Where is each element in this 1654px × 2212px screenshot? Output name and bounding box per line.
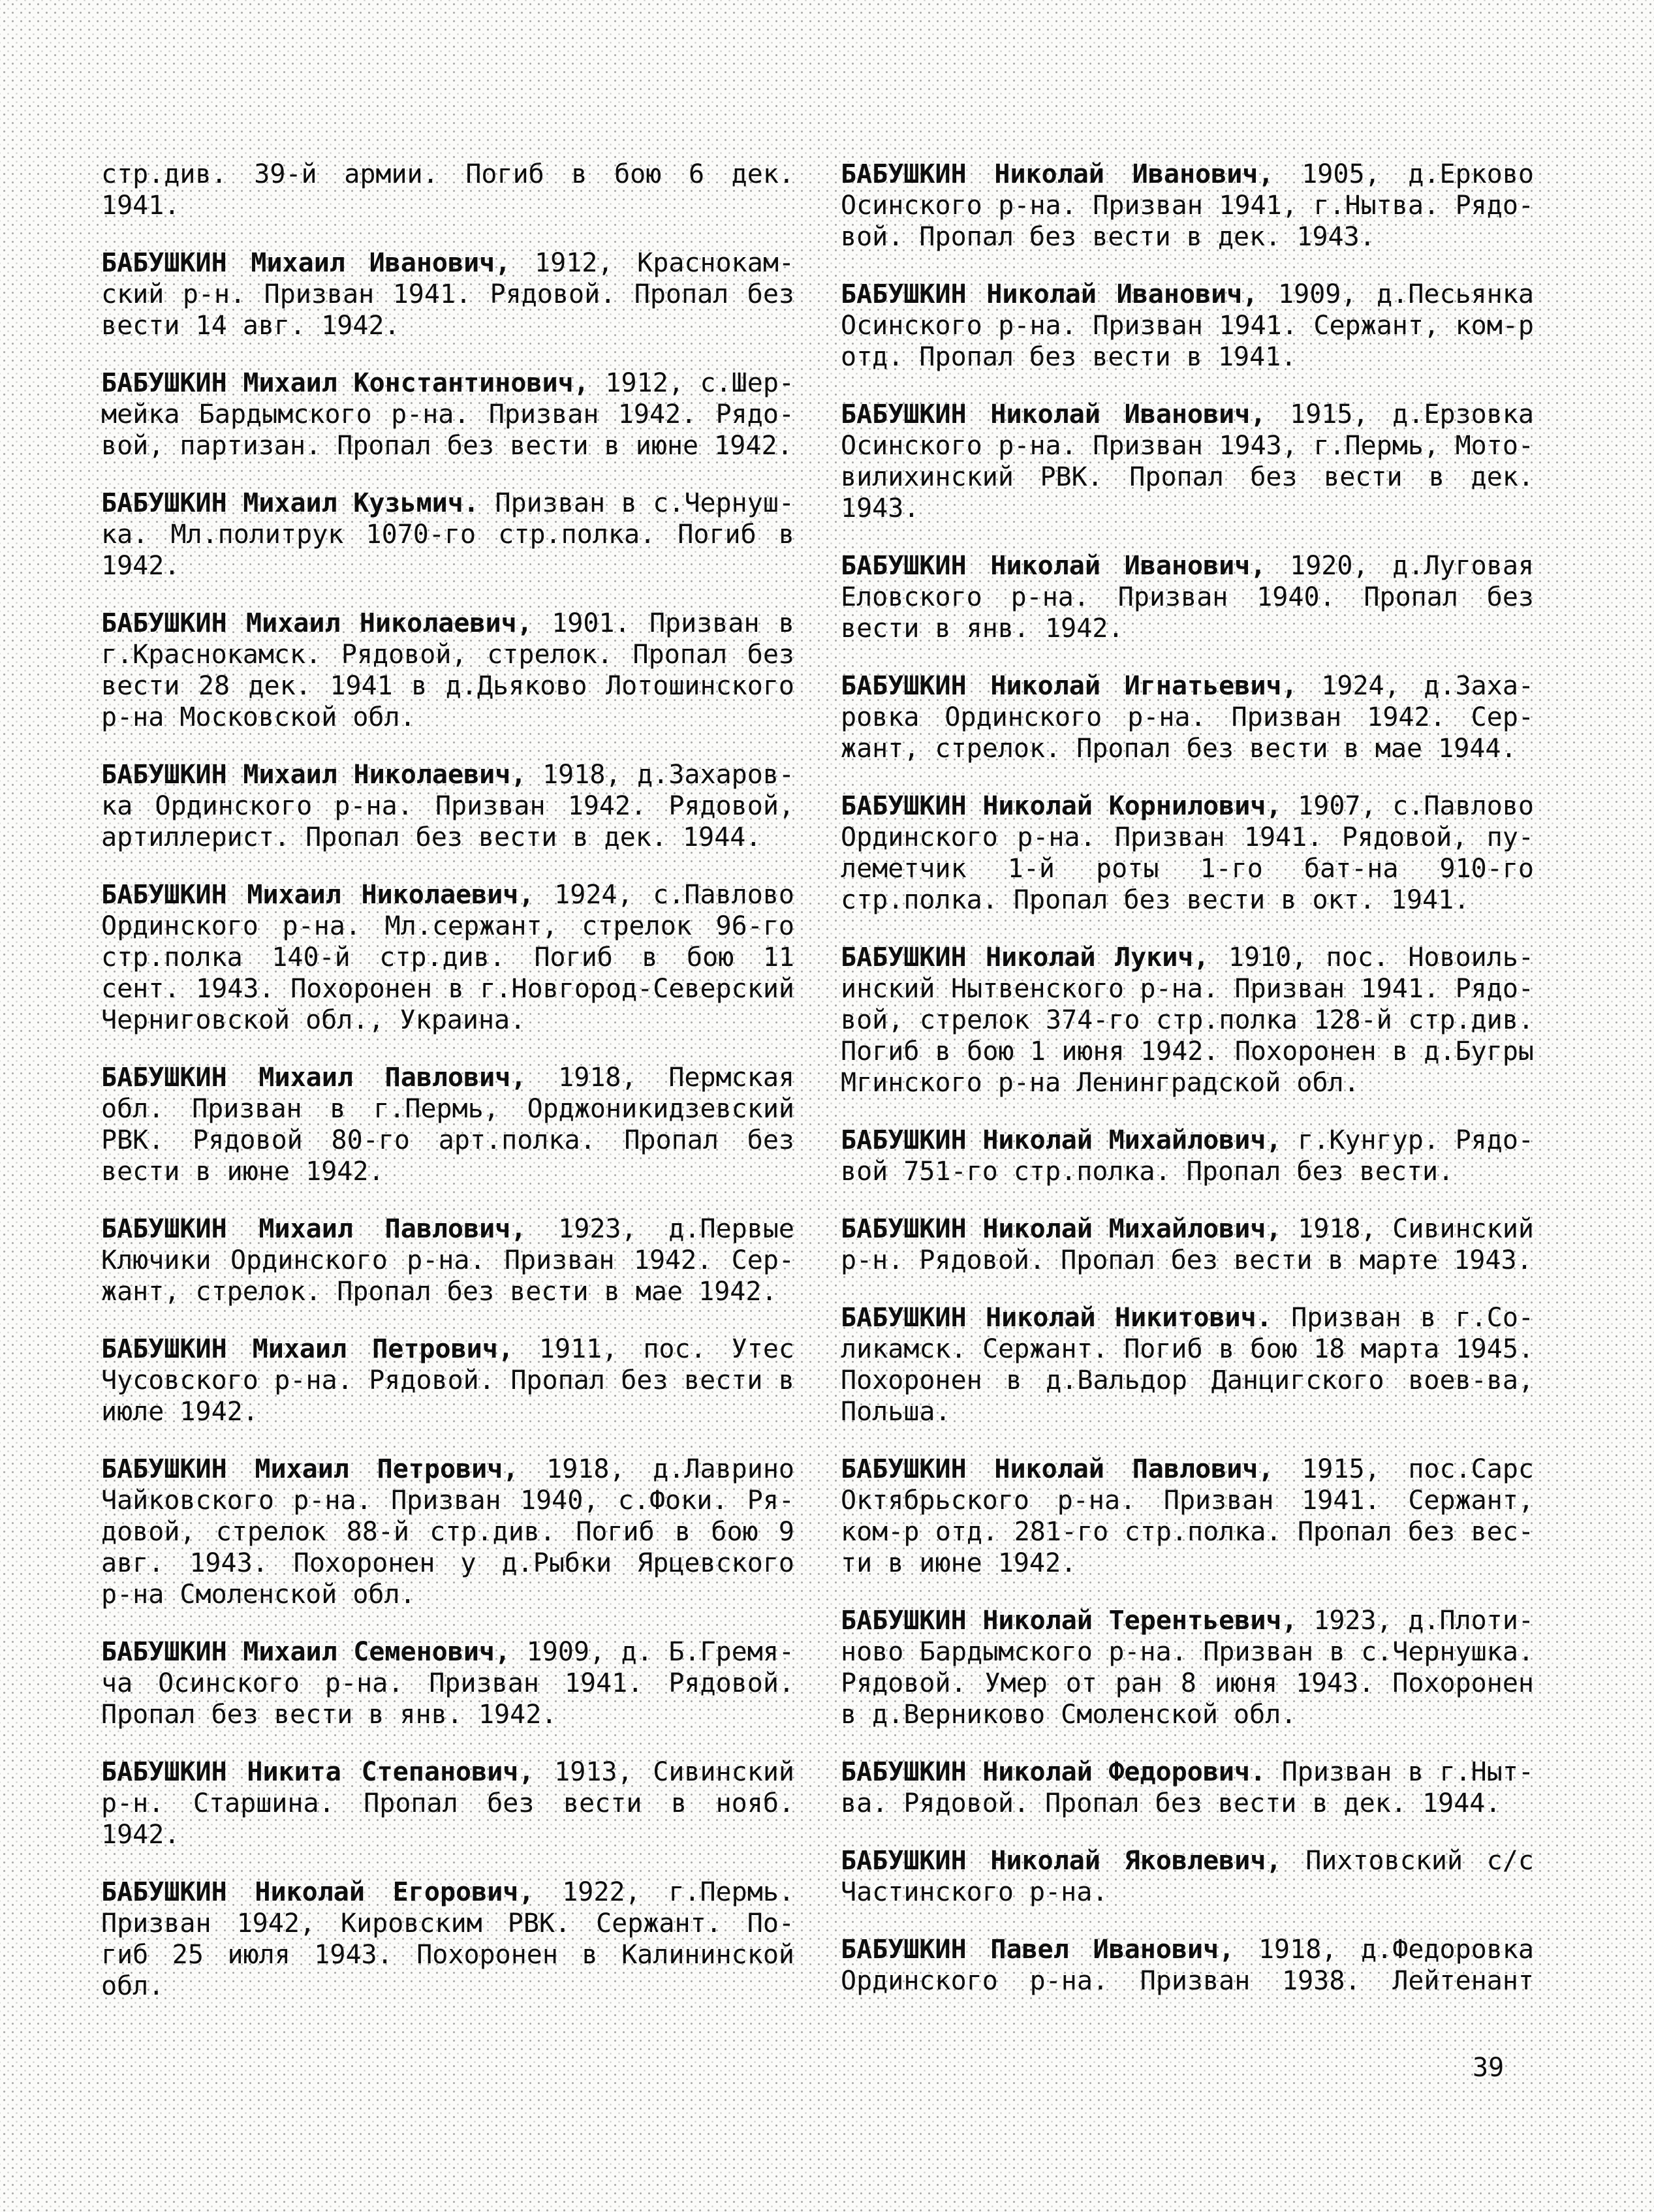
entry-line: Черниговской обл., Украина. (101, 1005, 526, 1035)
entry-line: жант, стрелок. Пропал без вести в мае 1944. (841, 734, 1517, 764)
entry-line: артиллерист. Пропал без вести в дек. 1944. (101, 822, 762, 852)
person-name: БАБУШКИН Николай Иванович, (841, 279, 1258, 309)
entry-line: Ординского р-на. Призван 1941. Рядовой, пу- (841, 822, 1534, 852)
person-name: БАБУШКИН Михаил Николаевич, (101, 760, 527, 790)
entry-line: БАБУШКИН Михаил Николаевич, 1918, д.Захаров- (101, 760, 794, 790)
memorial-entry (841, 1756, 1534, 1819)
entry-line: ком-р отд. 281-го стр.полка. Пропал без вес- (841, 1517, 1534, 1547)
entry-line: Осинского р-на. Призван 1943, г.Пермь, Мото- (841, 431, 1534, 461)
entry-line: обл. (101, 1971, 164, 2001)
entry-line: БАБУШКИН Николай Лукич, 1910, пос. Новоиль- (841, 942, 1535, 973)
person-name: БАБУШКИН Николай Никитович. (841, 1303, 1272, 1333)
entry-line: стр.полка 140-й стр.див. Погиб в бою 11 (101, 942, 794, 973)
memorial-entry (101, 159, 794, 221)
entry-line: Чусовского р-на. Рядовой. Пропал без вести в (101, 1365, 794, 1395)
entry-line: жант, стрелок. Пропал без вести в мае 1942. (101, 1277, 777, 1307)
entry-line: гиб 25 июля 1943. Похоронен в Калининской (101, 1940, 794, 1970)
entry-line: довой, стрелок 88-й стр.див. Погиб в бою 9 (101, 1517, 794, 1547)
entry-line: июле 1942. (101, 1397, 258, 1427)
person-name: БАБУШКИН Николай Михайлович, (841, 1214, 1282, 1244)
memorial-entry (841, 790, 1534, 916)
entry-line: ка. Мл.политрук 1070-го стр.полка. Погиб в (101, 520, 794, 550)
entry-line: стр.див. 39-й армии. Погиб в бою 6 дек. (101, 159, 794, 189)
entry-line: Польша. (841, 1397, 951, 1427)
memorial-entry (841, 1302, 1534, 1427)
memorial-entry (841, 670, 1534, 764)
entry-line: БАБУШКИН Михаил Павлович, 1918, Пермская (101, 1063, 794, 1093)
entry-line: вой 751-го стр.полка. Пропал без вести. (841, 1157, 1454, 1187)
entry-line: вести в июне 1942. (101, 1157, 384, 1187)
entry-line: БАБУШКИН Михаил Петрович, 1911, пос. Утес (101, 1334, 794, 1364)
person-name: БАБУШКИН Николай Терентьевич, (841, 1606, 1298, 1636)
entry-line: ский р-н. Призван 1941. Рядовой. Пропал без (101, 279, 794, 309)
entry-line: Мгинского р-на Ленинградской обл. (841, 1068, 1360, 1098)
entry-line: БАБУШКИН Михаил Николаевич, 1901. Призван в (101, 608, 795, 638)
person-name: БАБУШКИН Никита Степанович, (101, 1757, 535, 1787)
memorial-entry (841, 1934, 1534, 1997)
entry-line: Осинского р-на. Призван 1941, г.Нытва. Рядо- (841, 191, 1534, 221)
left-column (101, 159, 794, 2002)
entry-line: БАБУШКИН Николай Егорович, 1922, г.Пермь. (101, 1877, 794, 1907)
person-name: БАБУШКИН Михаил Семенович, (101, 1637, 511, 1667)
person-name: БАБУШКИН Михаил Кузьмич. (101, 488, 479, 518)
entry-line: БАБУШКИН Михаил Семенович, 1909, д. Б.Гремя- (101, 1637, 794, 1667)
entry-line: БАБУШКИН Николай Павлович, 1915, пос.Сарс (841, 1454, 1534, 1484)
entry-line: ново Бардымского р-на. Призван в с.Чернушка. (841, 1637, 1534, 1667)
memorial-entry (841, 279, 1534, 373)
entry-line: Ключики Ординского р-на. Призван 1942. Сер- (101, 1245, 794, 1275)
person-name: БАБУШКИН Николай Федорович. (841, 1757, 1266, 1787)
entry-line: БАБУШКИН Николай Яковлевич, Пихтовский с/с (841, 1846, 1535, 1876)
entry-line: БАБУШКИН Михаил Константинович, 1912, с.Шер- (101, 368, 794, 398)
right-column (841, 159, 1534, 1997)
person-name: БАБУШКИН Михаил Павлович, (101, 1063, 527, 1093)
entry-line: Чайковского р-на. Призван 1940, с.Фоки. Ря- (101, 1486, 794, 1516)
person-name: БАБУШКИН Павел Иванович, (841, 1935, 1235, 1965)
entry-line: вой, стрелок 374-го стр.полка 128-й стр.див. (841, 1005, 1534, 1035)
entry-line: БАБУШКИН Николай Иванович, 1915, д.Ерзовка (841, 399, 1534, 429)
entry-line: БАБУШКИН Николай Игнатьевич, 1924, д.Заха- (841, 671, 1534, 701)
entry-line: ча Осинского р-на. Призван 1941. Рядовой. (101, 1668, 794, 1698)
memorial-entry (841, 550, 1534, 644)
entry-line: БАБУШКИН Николай Иванович, 1905, д.Ерково (841, 159, 1534, 189)
person-name: БАБУШКИН Николай Яковлевич, (841, 1846, 1282, 1876)
entry-line: 1942. (101, 551, 180, 581)
memorial-entry (101, 247, 794, 341)
entry-line: р-на Смоленской обл. (101, 1580, 416, 1610)
entry-line: инский Нытвенского р-на. Призван 1941. Рядо- (841, 974, 1534, 1004)
person-name: БАБУШКИН Михаил Иванович, (101, 248, 511, 278)
entry-line: 1942. (101, 1820, 180, 1850)
entry-line: 1941. (101, 191, 180, 221)
entry-line: БАБУШКИН Михаил Павлович, 1923, д.Первые (101, 1214, 794, 1244)
memorial-entry (101, 367, 794, 461)
entry-line: ликамск. Сержант. Погиб в бою 18 марта 1945. (841, 1334, 1534, 1364)
memorial-entry (101, 1877, 794, 2002)
memorial-entry (101, 608, 794, 733)
entry-line: леметчик 1-й роты 1-го бат-на 910-го (841, 854, 1534, 884)
entry-line: в д.Верниково Смоленской обл. (841, 1700, 1297, 1730)
entry-line: БАБУШКИН Николай Федорович. Призван в г.Ныт- (841, 1757, 1534, 1787)
entry-line: Рядовой. Умер от ран 8 июня 1943. Похоронен (841, 1668, 1534, 1698)
entry-line: Похоронен в д.Вальдор Данцигского воев-ва, (841, 1365, 1534, 1395)
memorial-entry (841, 942, 1534, 1098)
entry-line: ти в июне 1942. (841, 1548, 1077, 1578)
entry-line: ровка Ординского р-на. Призван 1942. Сер- (841, 702, 1534, 732)
entry-line: Призван 1942, Кировским РВК. Сержант. По- (101, 1908, 794, 1939)
person-name: БАБУШКИН Николай Лукич, (841, 942, 1209, 973)
entry-line: ва. Рядовой. Пропал без вести в дек. 1944. (841, 1788, 1501, 1818)
person-name: БАБУШКИН Михаил Петрович, (101, 1334, 514, 1364)
entry-line: БАБУШКИН Павел Иванович, 1918, д.Федоровка (841, 1935, 1534, 1965)
entry-line: ка Ординского р-на. Призван 1942. Рядовой, (101, 791, 794, 821)
entry-line: 1943. (841, 493, 920, 523)
memorial-entry (101, 488, 794, 582)
entry-line: БАБУШКИН Николай Иванович, 1909, д.Песьянка (841, 279, 1534, 309)
entry-line: отд. Пропал без вести в 1941. (841, 342, 1297, 372)
person-name: БАБУШКИН Николай Егорович, (101, 1877, 535, 1907)
person-name: БАБУШКИН Николай Иванович, (841, 399, 1266, 429)
entry-line: БАБУШКИН Николай Михайлович, г.Кунгур. Рядо- (841, 1125, 1535, 1155)
entry-line: р-н. Рядовой. Пропал без вести в марте 1943. (841, 1245, 1533, 1275)
memorial-entry (841, 1454, 1534, 1579)
entry-line: авг. 1943. Похоронен у д.Рыбки Ярцевского (101, 1548, 794, 1578)
entry-line: мейка Бардымского р-на. Призван 1942. Рядо- (101, 399, 794, 429)
person-name: БАБУШКИН Михаил Николаевич, (101, 880, 535, 910)
entry-line: вести 14 авг. 1942. (101, 311, 400, 341)
memorial-entry (101, 759, 794, 853)
entry-line: Ординского р-на. Мл.сержант, стрелок 96-го (101, 911, 794, 941)
memorial-entry (841, 399, 1534, 524)
entry-line: вести в янв. 1942. (841, 614, 1124, 644)
page-number: 39 (1473, 2053, 1505, 2083)
entry-line: вести 28 дек. 1941 в д.Дьяково Лотошинского (101, 671, 794, 701)
memorial-entry (841, 1605, 1534, 1730)
entry-line: Пропал без вести в янв. 1942. (101, 1700, 557, 1730)
memorial-entry (101, 1636, 794, 1730)
entry-line: Частинского р-на. (841, 1877, 1108, 1907)
person-name: БАБУШКИН Николай Иванович, (841, 551, 1266, 581)
entry-line: БАБУШКИН Михаил Николаевич, 1924, с.Павлово (101, 880, 794, 910)
entry-line: БАБУШКИН Николай Михайлович, 1918, Сивинский (841, 1214, 1535, 1244)
entry-line: г.Краснокамск. Рядовой, стрелок. Пропал без (101, 640, 794, 670)
memorial-entry (101, 1062, 794, 1187)
entry-line: БАБУШКИН Николай Терентьевич, 1923, д.Плоти- (841, 1606, 1534, 1636)
person-name: БАБУШКИН Михаил Павлович, (101, 1214, 527, 1244)
entry-line: Осинского р-на. Призван 1941. Сержант, ком-р (841, 311, 1534, 341)
entry-line: Ординского р-на. Призван 1938. Лейтенант (841, 1966, 1534, 1996)
entry-line: Октябрьского р-на. Призван 1941. Сержант, (841, 1486, 1534, 1516)
entry-line: БАБУШКИН Михаил Петрович, 1918, д.Лаврино (101, 1454, 794, 1484)
entry-line: БАБУШКИН Михаил Кузьмич. Призван в с.Чернуш- (101, 488, 795, 518)
memorial-entry (101, 1333, 794, 1427)
memorial-entry (841, 1125, 1534, 1187)
memorial-entry (101, 1213, 794, 1307)
memorial-entry (101, 1454, 794, 1610)
memorial-entry (841, 159, 1534, 253)
person-name: БАБУШКИН Николай Иванович, (841, 159, 1274, 189)
entry-line: стр.полка. Пропал без вести в окт. 1941. (841, 885, 1470, 915)
person-name: БАБУШКИН Николай Игнатьевич, (841, 671, 1298, 701)
entry-line: сент. 1943. Похоронен в г.Новгород-Северский (101, 974, 794, 1004)
memorial-entry (841, 1845, 1534, 1908)
entry-line: БАБУШКИН Николай Корнилович, 1907, с.Павлово (841, 791, 1535, 821)
person-name: БАБУШКИН Николай Корнилович, (841, 791, 1282, 821)
entry-line: РВК. Рядовой 80-го арт.полка. Пропал без (101, 1125, 794, 1155)
person-name: БАБУШКИН Михаил Петрович, (101, 1454, 519, 1484)
entry-line: Погиб в бою 1 июня 1942. Похоронен в д.Бугры (841, 1036, 1534, 1067)
entry-line: БАБУШКИН Николай Никитович. Призван в г.Со- (841, 1303, 1535, 1333)
entry-line: БАБУШКИН Никита Степанович, 1913, Сивинский (101, 1757, 794, 1787)
person-name: БАБУШКИН Николай Михайлович, (841, 1125, 1282, 1155)
memorial-entry (101, 879, 794, 1036)
person-name: БАБУШКИН Михаил Николаевич, (101, 608, 533, 638)
entry-line: вой, партизан. Пропал без вести в июне 1942. (101, 431, 793, 461)
entry-line: вой. Пропал без вести в дек. 1943. (841, 222, 1375, 252)
entry-line: р-на Московской обл. (101, 702, 416, 732)
person-name: БАБУШКИН Николай Павлович, (841, 1454, 1274, 1484)
entry-line: БАБУШКИН Михаил Иванович, 1912, Краснокам- (101, 248, 794, 278)
entry-line: вилихинский РВК. Пропал без вести в дек. (841, 462, 1534, 492)
entry-line: БАБУШКИН Николай Иванович, 1920, д.Луговая (841, 551, 1534, 581)
entry-line: обл. Призван в г.Пермь, Орджоникидзевский (101, 1094, 794, 1124)
memorial-entry (841, 1213, 1534, 1276)
person-name: БАБУШКИН Михаил Константинович, (101, 368, 589, 398)
entry-line: р-н. Старшина. Пропал без вести в нояб. (101, 1788, 794, 1818)
entry-line: Еловского р-на. Призван 1940. Пропал без (841, 582, 1534, 612)
memorial-entry (101, 1756, 794, 1850)
